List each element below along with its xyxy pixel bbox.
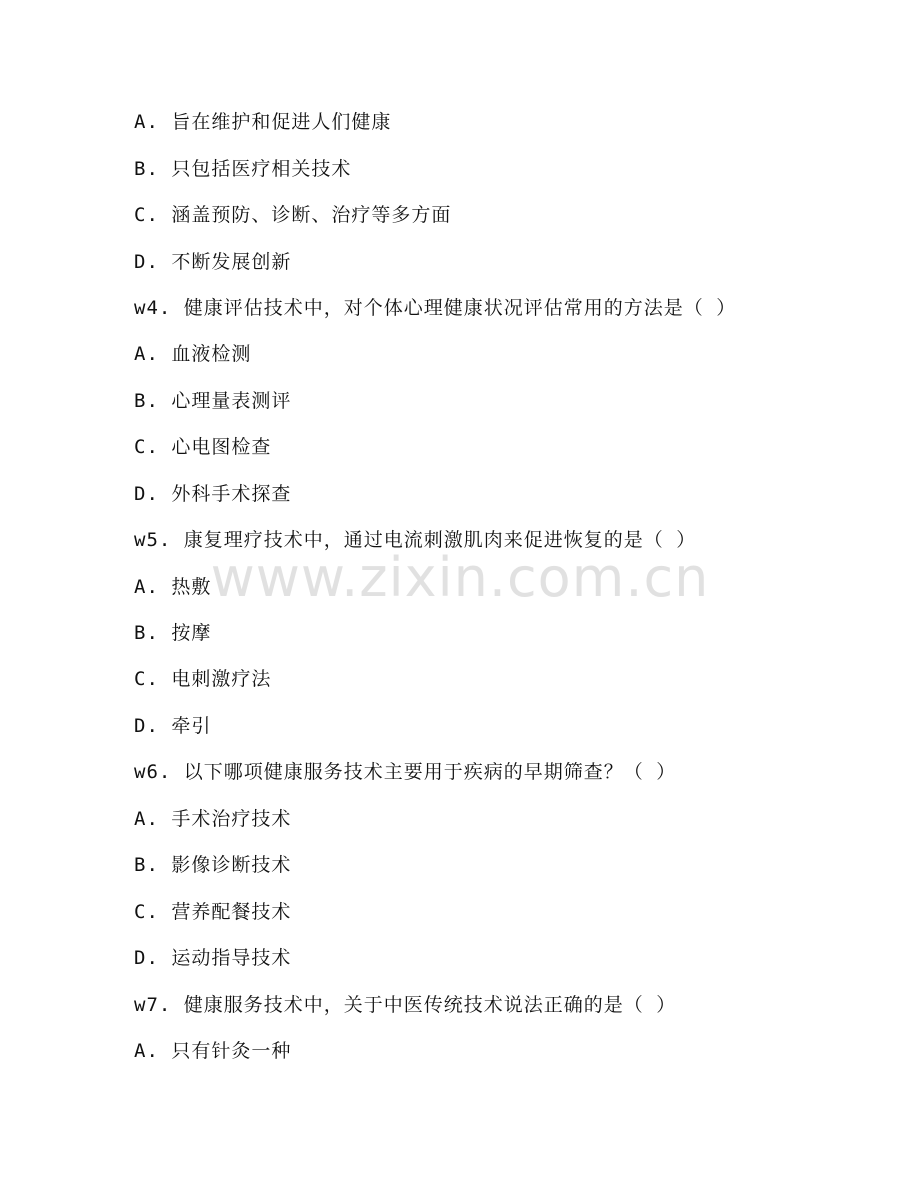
option-b-q3: B. 只包括医疗相关技术 (134, 158, 352, 180)
option-a-w7: A. 只有针灸一种 (134, 1040, 292, 1062)
option-c-w6: C. 营养配餐技术 (134, 901, 292, 923)
option-d-q3: D. 不断发展创新 (134, 251, 292, 273)
question-w7: w7. 健康服务技术中，关于中医传统技术说法正确的是（ ） (134, 994, 677, 1016)
option-b-w6: B. 影像诊断技术 (134, 854, 292, 876)
question-w4: w4. 健康评估技术中，对个体心理健康状况评估常用的方法是（ ） (134, 297, 737, 319)
question-w6: w6. 以下哪项健康服务技术主要用于疾病的早期筛查？（ ） (134, 761, 677, 783)
option-d-w6: D. 运动指导技术 (134, 947, 292, 969)
option-c-w5: C. 电刺激疗法 (134, 668, 272, 690)
option-c-q3: C. 涵盖预防、诊断、治疗等多方面 (134, 204, 452, 226)
option-c-w4: C. 心电图检查 (134, 436, 272, 458)
option-a-w4: A. 血液检测 (134, 343, 252, 365)
option-d-w4: D. 外科手术探查 (134, 483, 292, 505)
question-w5: w5. 康复理疗技术中，通过电流刺激肌肉来促进恢复的是（ ） (134, 529, 697, 551)
watermark: www.zixin.com.cn (210, 546, 710, 609)
option-a-q3: A. 旨在维护和促进人们健康 (134, 111, 392, 133)
option-a-w6: A. 手术治疗技术 (134, 808, 292, 830)
option-b-w4: B. 心理量表测评 (134, 390, 292, 412)
option-d-w5: D. 牵引 (134, 715, 212, 737)
option-a-w5: A. 热敷 (134, 576, 212, 598)
option-b-w5: B. 按摩 (134, 622, 212, 644)
